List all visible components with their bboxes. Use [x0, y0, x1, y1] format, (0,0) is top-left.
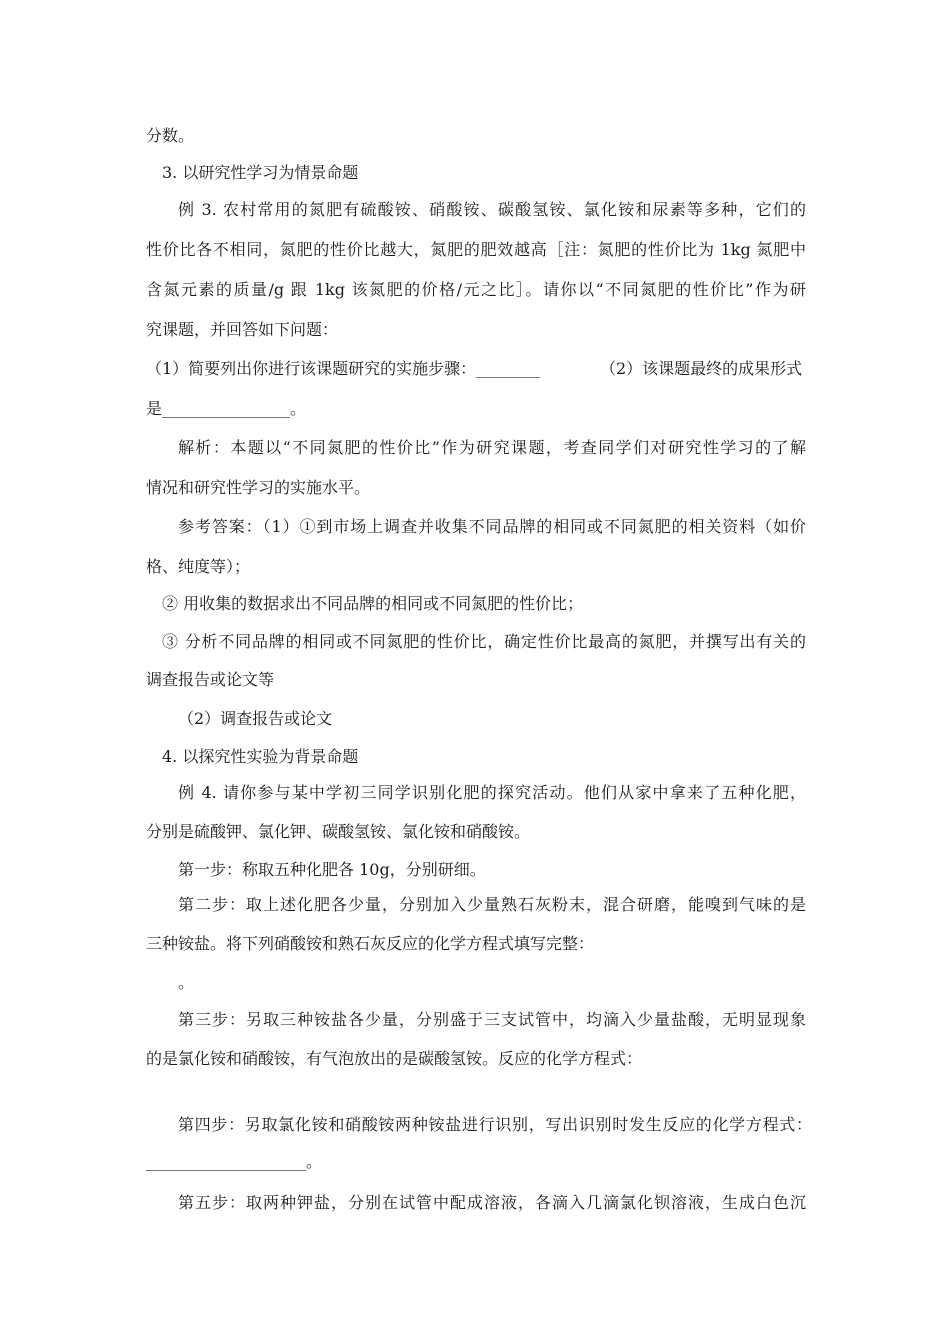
text-line: 。	[178, 973, 195, 992]
text-line: 分数。	[146, 126, 195, 145]
text-line: 调查报告或论文等	[146, 670, 275, 689]
question-1: （1）简要列出你进行该课题研究的实施步骤：________	[146, 359, 541, 378]
text-line: 含氮元素的质量/g 跟 1kg 该氮肥的价格/元之比］。请你以“不同氮肥的性价比”作为研	[146, 280, 806, 299]
text-line: 究课题，并回答如下问题：	[146, 320, 339, 339]
text-line: 情况和研究性学习的实施水平。	[146, 478, 371, 497]
text-line: 性价比各不相同，氮肥的性价比越大，氮肥的肥效越高［注：氮肥的性价比为 1kg 氮肥中	[146, 240, 806, 259]
text-line: ____________________。	[146, 1152, 323, 1171]
text-line: 三种铵盐。将下列硝酸铵和熟石灰反应的化学方程式填写完整：	[146, 934, 595, 953]
answer-step-3: ③ 分析不同品牌的相同或不同氮肥的性价比，确定性价比最高的氮肥，并撰写出有关的	[162, 632, 806, 651]
section-heading: 4. 以探究性实验为背景命题	[162, 747, 359, 766]
step-2: 第二步：取上述化肥各少量，分别加入少量熟石灰粉末，混合研磨，能嗅到气味的是	[178, 895, 806, 914]
answer-text: 参考答案：（1）①到市场上调查并收集不同品牌的相同或不同氮肥的相关资料（如价	[178, 517, 806, 536]
step-1: 第一步：称取五种化肥各 10g，分别研细。	[178, 860, 486, 879]
section-heading: 3. 以研究性学习为情景命题	[162, 163, 359, 182]
step-5: 第五步：取两种钾盐，分别在试管中配成溶液，各滴入几滴氯化钡溶液，生成白色沉	[178, 1193, 806, 1212]
text-line: 格、纯度等）；	[146, 557, 251, 576]
example-text: 例 4. 请你参与某中学初三同学识别化肥的探究活动。他们从家中拿来了五种化肥，	[178, 783, 806, 802]
text-line: 分别是硫酸钾、氯化钾、碳酸氢铵、氯化铵和硝酸铵。	[146, 822, 531, 841]
text-line: 的是氯化铵和硝酸铵，有气泡放出的是碳酸氢铵。反应的化学方程式：	[146, 1049, 643, 1068]
answer-part-2: （2）调查报告或论文	[178, 709, 333, 728]
answer-step-2: ② 用收集的数据求出不同品牌的相同或不同氮肥的性价比；	[162, 594, 584, 613]
step-4: 第四步：另取氯化铵和硝酸铵两种铵盐进行识别，写出识别时发生反应的化学方程式：	[178, 1115, 812, 1134]
question-2: （2）该课题最终的成果形式	[600, 359, 803, 378]
analysis-text: 解析：本题以“不同氮肥的性价比”作为研究课题，考查同学们对研究性学习的了解	[178, 438, 806, 457]
text-line: 是________________。	[146, 399, 307, 418]
step-3: 第三步：另取三种铵盐各少量，分别盛于三支试管中，均滴入少量盐酸，无明显现象	[178, 1010, 806, 1029]
text-line: 例 3. 农村常用的氮肥有硫酸铵、硝酸铵、碳酸氢铵、氯化铵和尿素等多种，它们的	[178, 200, 806, 219]
